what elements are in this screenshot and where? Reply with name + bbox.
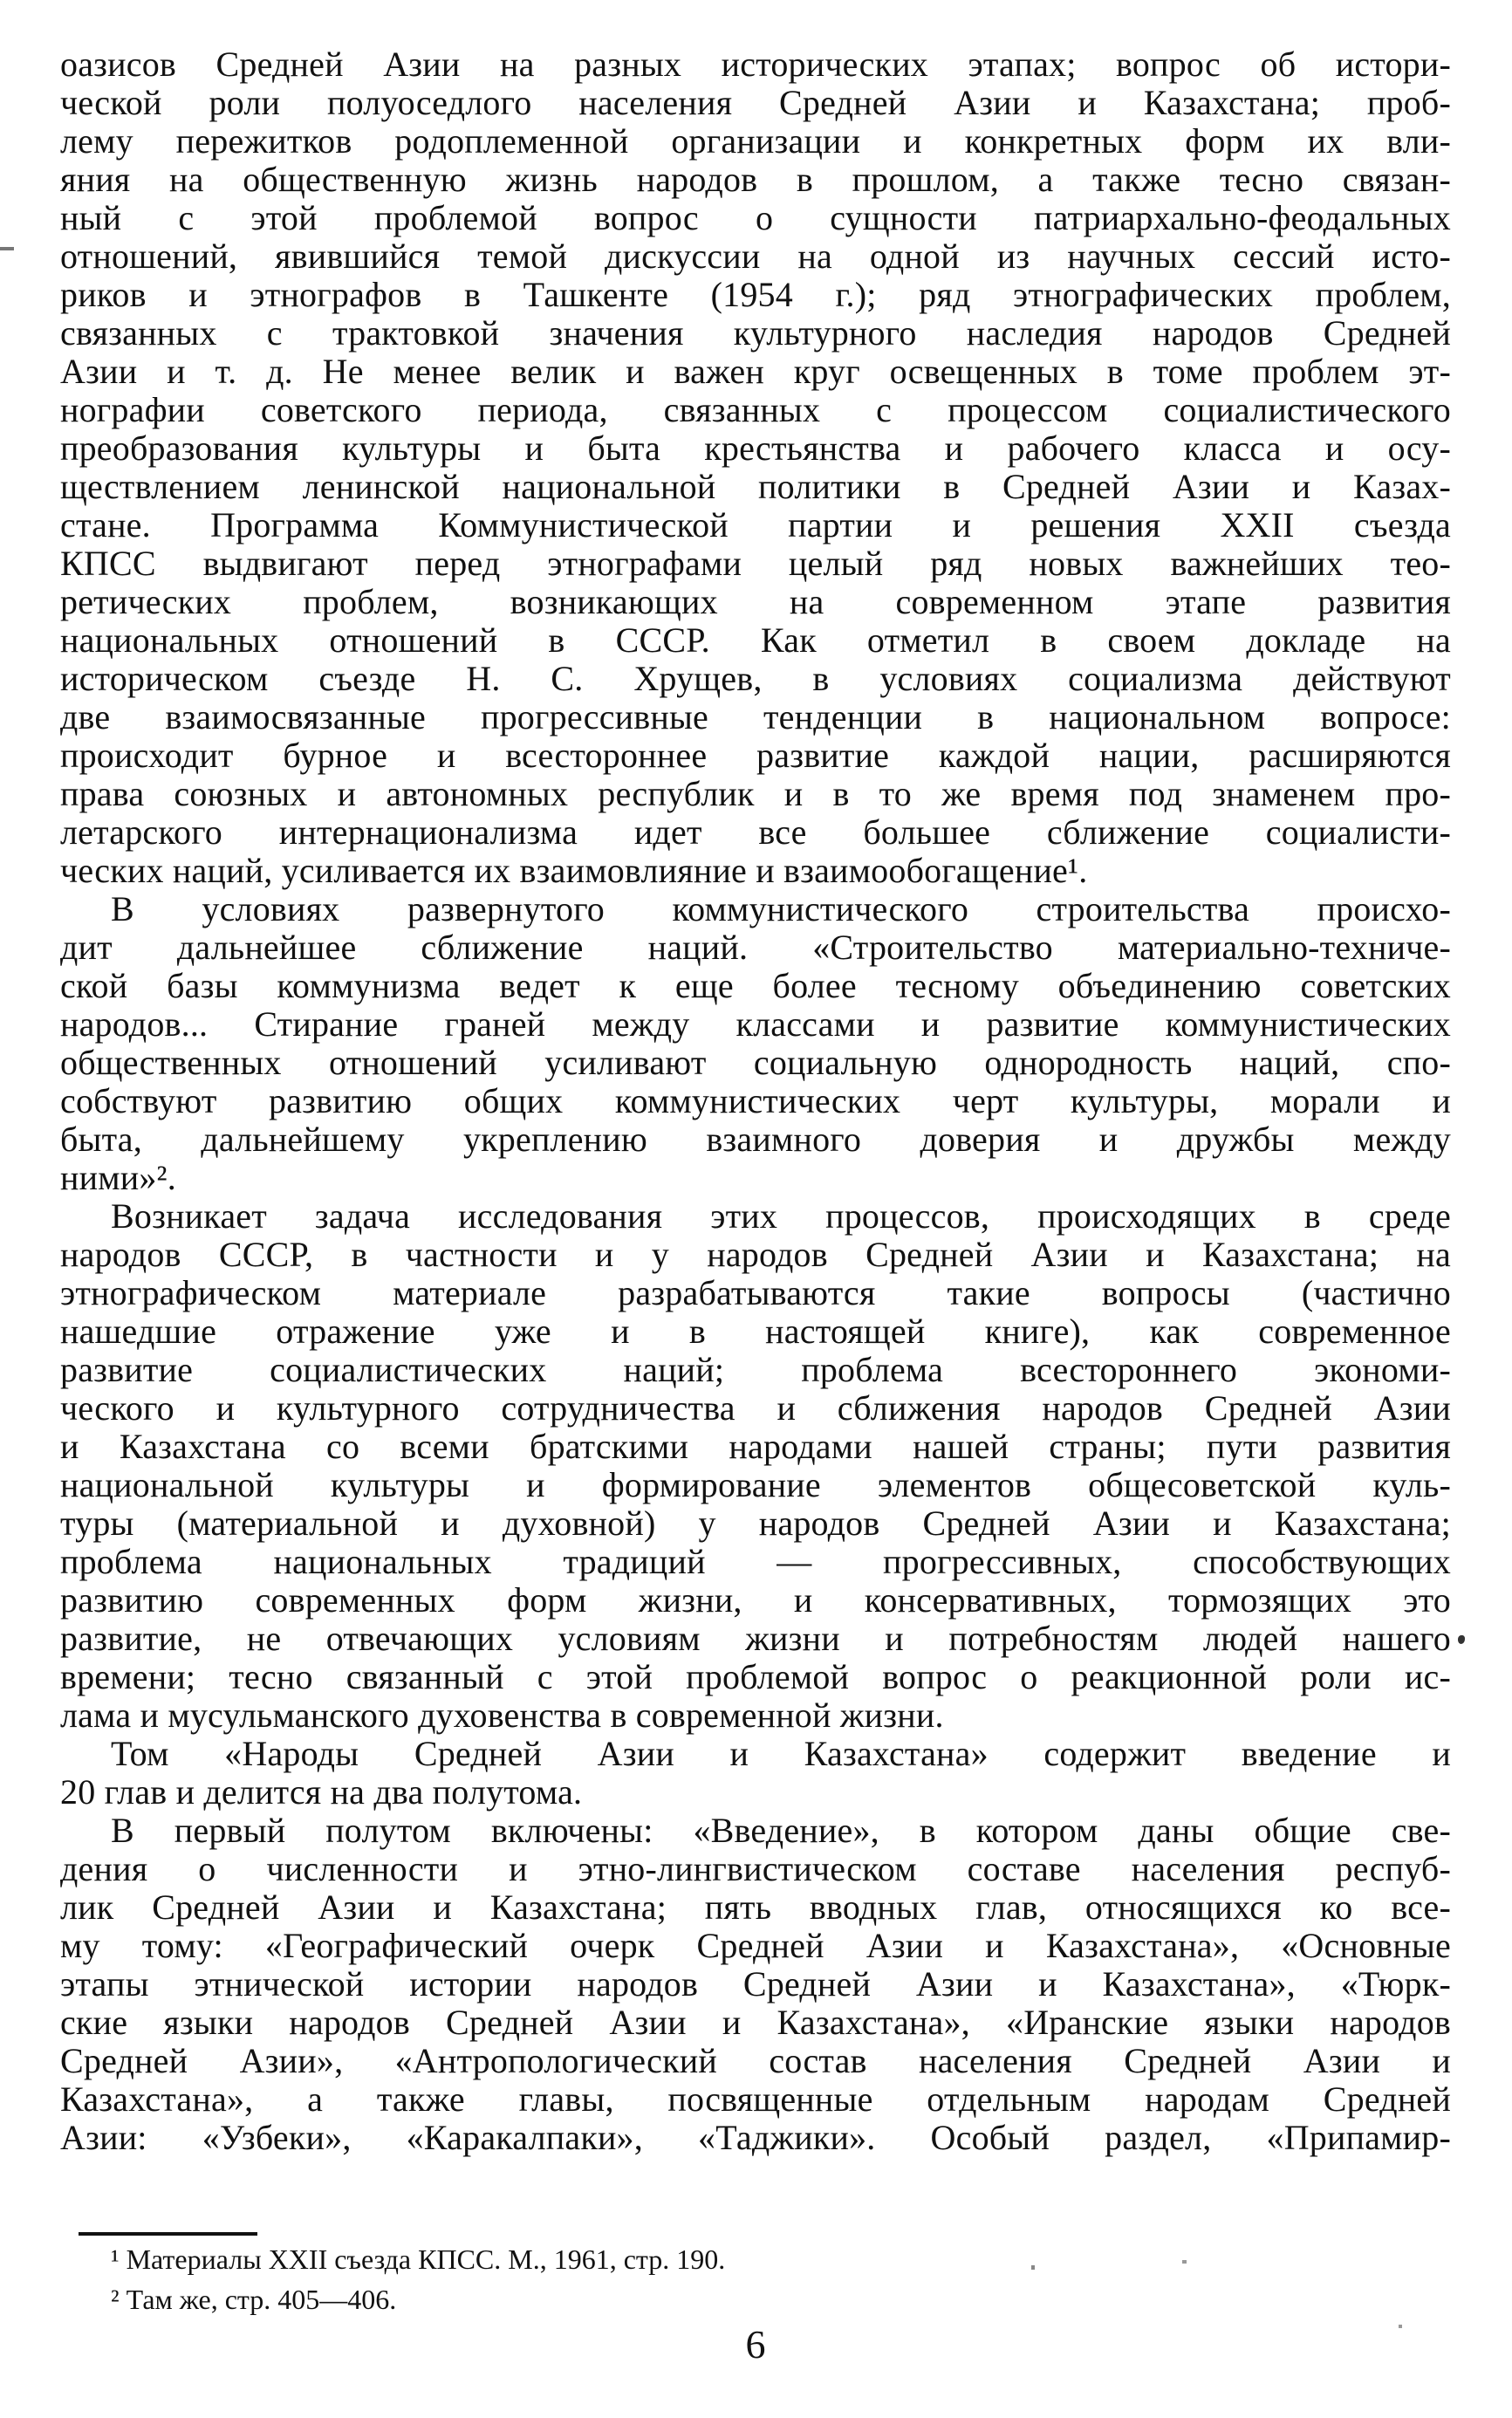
paragraph <box>60 1197 1451 1735</box>
text-line: происходит бурное и всестороннее развитие каждой нации, расширяются <box>60 736 1451 775</box>
text-line: развитие социалистических наций; проблема всестороннего экономи- <box>60 1350 1451 1389</box>
text-line: дит дальнейшее сближение наций. «Строительство материально-техниче- <box>60 928 1451 967</box>
text-line: 20 глав и делится на два полутома. <box>60 1772 583 1812</box>
text-line: Средней Азии», «Антропологический состав населения Средней Азии и <box>60 2041 1451 2080</box>
text-line: права союзных и автономных республик и в то же время под знаменем про- <box>60 774 1451 813</box>
footnote-separator-rule <box>79 2232 257 2236</box>
text-line: Казахстана», а также главы, посвященные отдельным народам Средней <box>60 2079 1451 2119</box>
paragraph <box>60 1735 1451 1812</box>
text-line: этнографическом материале разрабатываются такие вопросы (частично <box>60 1273 1451 1312</box>
text-line: В условиях развернутого коммунистического строительства происхо- <box>111 889 1451 928</box>
scan-artifact <box>1182 2260 1187 2264</box>
text-line: народов... Стирание граней между классами и развитие коммунистических <box>60 1004 1451 1044</box>
text-line: ской базы коммунизма ведет к еще более тесному объединению советских <box>60 966 1451 1005</box>
text-line: ческой роли полуоседлого населения Средней Азии и Казахстана; проб- <box>60 83 1451 122</box>
scan-artifact <box>1399 2325 1402 2328</box>
text-line: национальной культуры и формирование элементов общесоветской куль- <box>60 1465 1451 1504</box>
text-line: КПСС выдвигают перед этнографами целый ряд новых важнейших тео- <box>60 544 1451 583</box>
text-line: дения о численности и этно-лингвистическом составе населения респуб- <box>60 1849 1451 1888</box>
text-line: общественных отношений усиливают социальную однородность наций, спо- <box>60 1043 1451 1082</box>
text-block <box>60 45 1451 2157</box>
footnote-2: ² Там же, стр. 405—406. <box>111 2284 397 2315</box>
text-line: национальных отношений в СССР. Как отметил в своем докладе на <box>60 620 1451 660</box>
text-line: туры (материальной и духовной) у народов Средней Азии и Казахстана; <box>60 1504 1451 1543</box>
paragraph <box>60 1812 1451 2157</box>
text-line: лему пережитков родоплеменной организации и конкретных форм их вли- <box>60 121 1451 161</box>
text-line: собствуют развитию общих коммунистических черт культуры, морали и <box>60 1081 1451 1120</box>
text-line: быта, дальнейшему укреплению взаимного доверия и дружбы между <box>60 1120 1451 1159</box>
text-line: Азии и т. д. Не менее велик и важен круг освещенных в томе проблем эт- <box>60 352 1451 391</box>
text-line: и Казахстана со всеми братскими народами нашей страны; пути развития <box>60 1427 1451 1466</box>
text-line: развитие, не отвечающих условиям жизни и потребностям людей нашего <box>60 1619 1451 1658</box>
text-line: две взаимосвязанные прогрессивные тенденции в национальном вопросе: <box>60 697 1451 736</box>
footnote-1: ¹ Материалы XXII съезда КПСС. М., 1961, стр. 190. <box>111 2243 726 2275</box>
text-line: В первый полутом включены: «Введение», в котором даны общие све- <box>111 1811 1451 1850</box>
text-line: ретических проблем, возникающих на современном этапе развития <box>60 582 1451 621</box>
footnotes <box>60 2239 1451 2319</box>
text-line: лама и мусульманского духовенства в современной жизни. <box>60 1695 944 1735</box>
text-line: Возникает задача исследования этих процессов, происходящих в среде <box>111 1196 1451 1236</box>
text-line: стане. Программа Коммунистической партии и решения XXII съезда <box>60 505 1451 545</box>
text-line: нографии советского периода, связанных с процессом социалистического <box>60 390 1451 429</box>
text-line: ческих наций, усиливается их взаимовлияние и взаимообогащение¹. <box>60 851 1088 890</box>
text-line: ческого и культурного сотрудничества и сближения народов Средней Азии <box>60 1388 1451 1428</box>
text-line: проблема национальных традиций — прогрессивных, способствующих <box>60 1542 1451 1581</box>
scan-artifact <box>1458 1635 1465 1644</box>
page-number: 6 <box>745 2322 766 2367</box>
text-line: ские языки народов Средней Азии и Казахстана», «Иранские языки народов <box>60 2003 1451 2042</box>
text-line: Азии: «Узбеки», «Каракалпаки», «Таджики». Особый раздел, «Припамир- <box>60 2118 1451 2157</box>
text-line: этапы этнической истории народов Средней Азии и Казахстана», «Тюрк- <box>60 1964 1451 2004</box>
paragraph <box>60 45 1451 890</box>
paragraph <box>60 890 1451 1197</box>
text-line: ществлением ленинской национальной политики в Средней Азии и Казах- <box>60 467 1451 506</box>
text-line: народов СССР, в частности и у народов Средней Азии и Казахстана; на <box>60 1235 1451 1274</box>
text-line: преобразования культуры и быта крестьянства и рабочего класса и осу- <box>60 428 1451 468</box>
text-line: ный с этой проблемой вопрос о сущности патриархально-феодальных <box>60 198 1451 237</box>
text-line: ними»². <box>60 1158 176 1197</box>
text-line: летарского интернационализма идет все большее сближение социалисти- <box>60 812 1451 852</box>
text-line: лик Средней Азии и Казахстана; пять вводных глав, относящихся ко все- <box>60 1887 1451 1927</box>
text-line: нашедшие отражение уже и в настоящей книге), как современное <box>60 1312 1451 1351</box>
text-line: риков и этнографов в Ташкенте (1954 г.); ряд этнографических проблем, <box>60 275 1451 314</box>
text-line: Том «Народы Средней Азии и Казахстана» содержит введение и <box>111 1734 1451 1773</box>
text-line: времени; тесно связанный с этой проблемой вопрос о реакционной роли ис- <box>60 1657 1451 1696</box>
text-line: историческом съезде Н. С. Хрущев, в условиях социализма действуют <box>60 659 1451 698</box>
text-line: яния на общественную жизнь народов в прошлом, а также тесно связан- <box>60 160 1451 199</box>
text-line: му тому: «Географический очерк Средней Азии и Казахстана», «Основные <box>60 1926 1451 1965</box>
text-line: связанных с трактовкой значения культурного наследия народов Средней <box>60 313 1451 353</box>
text-line: развитию современных форм жизни, и консервативных, тормозящих это <box>60 1580 1451 1620</box>
text-line: оазисов Средней Азии на разных исторических этапах; вопрос об истори- <box>60 45 1451 84</box>
scan-artifact <box>1031 2265 1035 2270</box>
text-line: отношений, явившийся темой дискуссии на одной из научных сессий исто- <box>60 236 1451 276</box>
scan-artifact <box>0 247 14 250</box>
